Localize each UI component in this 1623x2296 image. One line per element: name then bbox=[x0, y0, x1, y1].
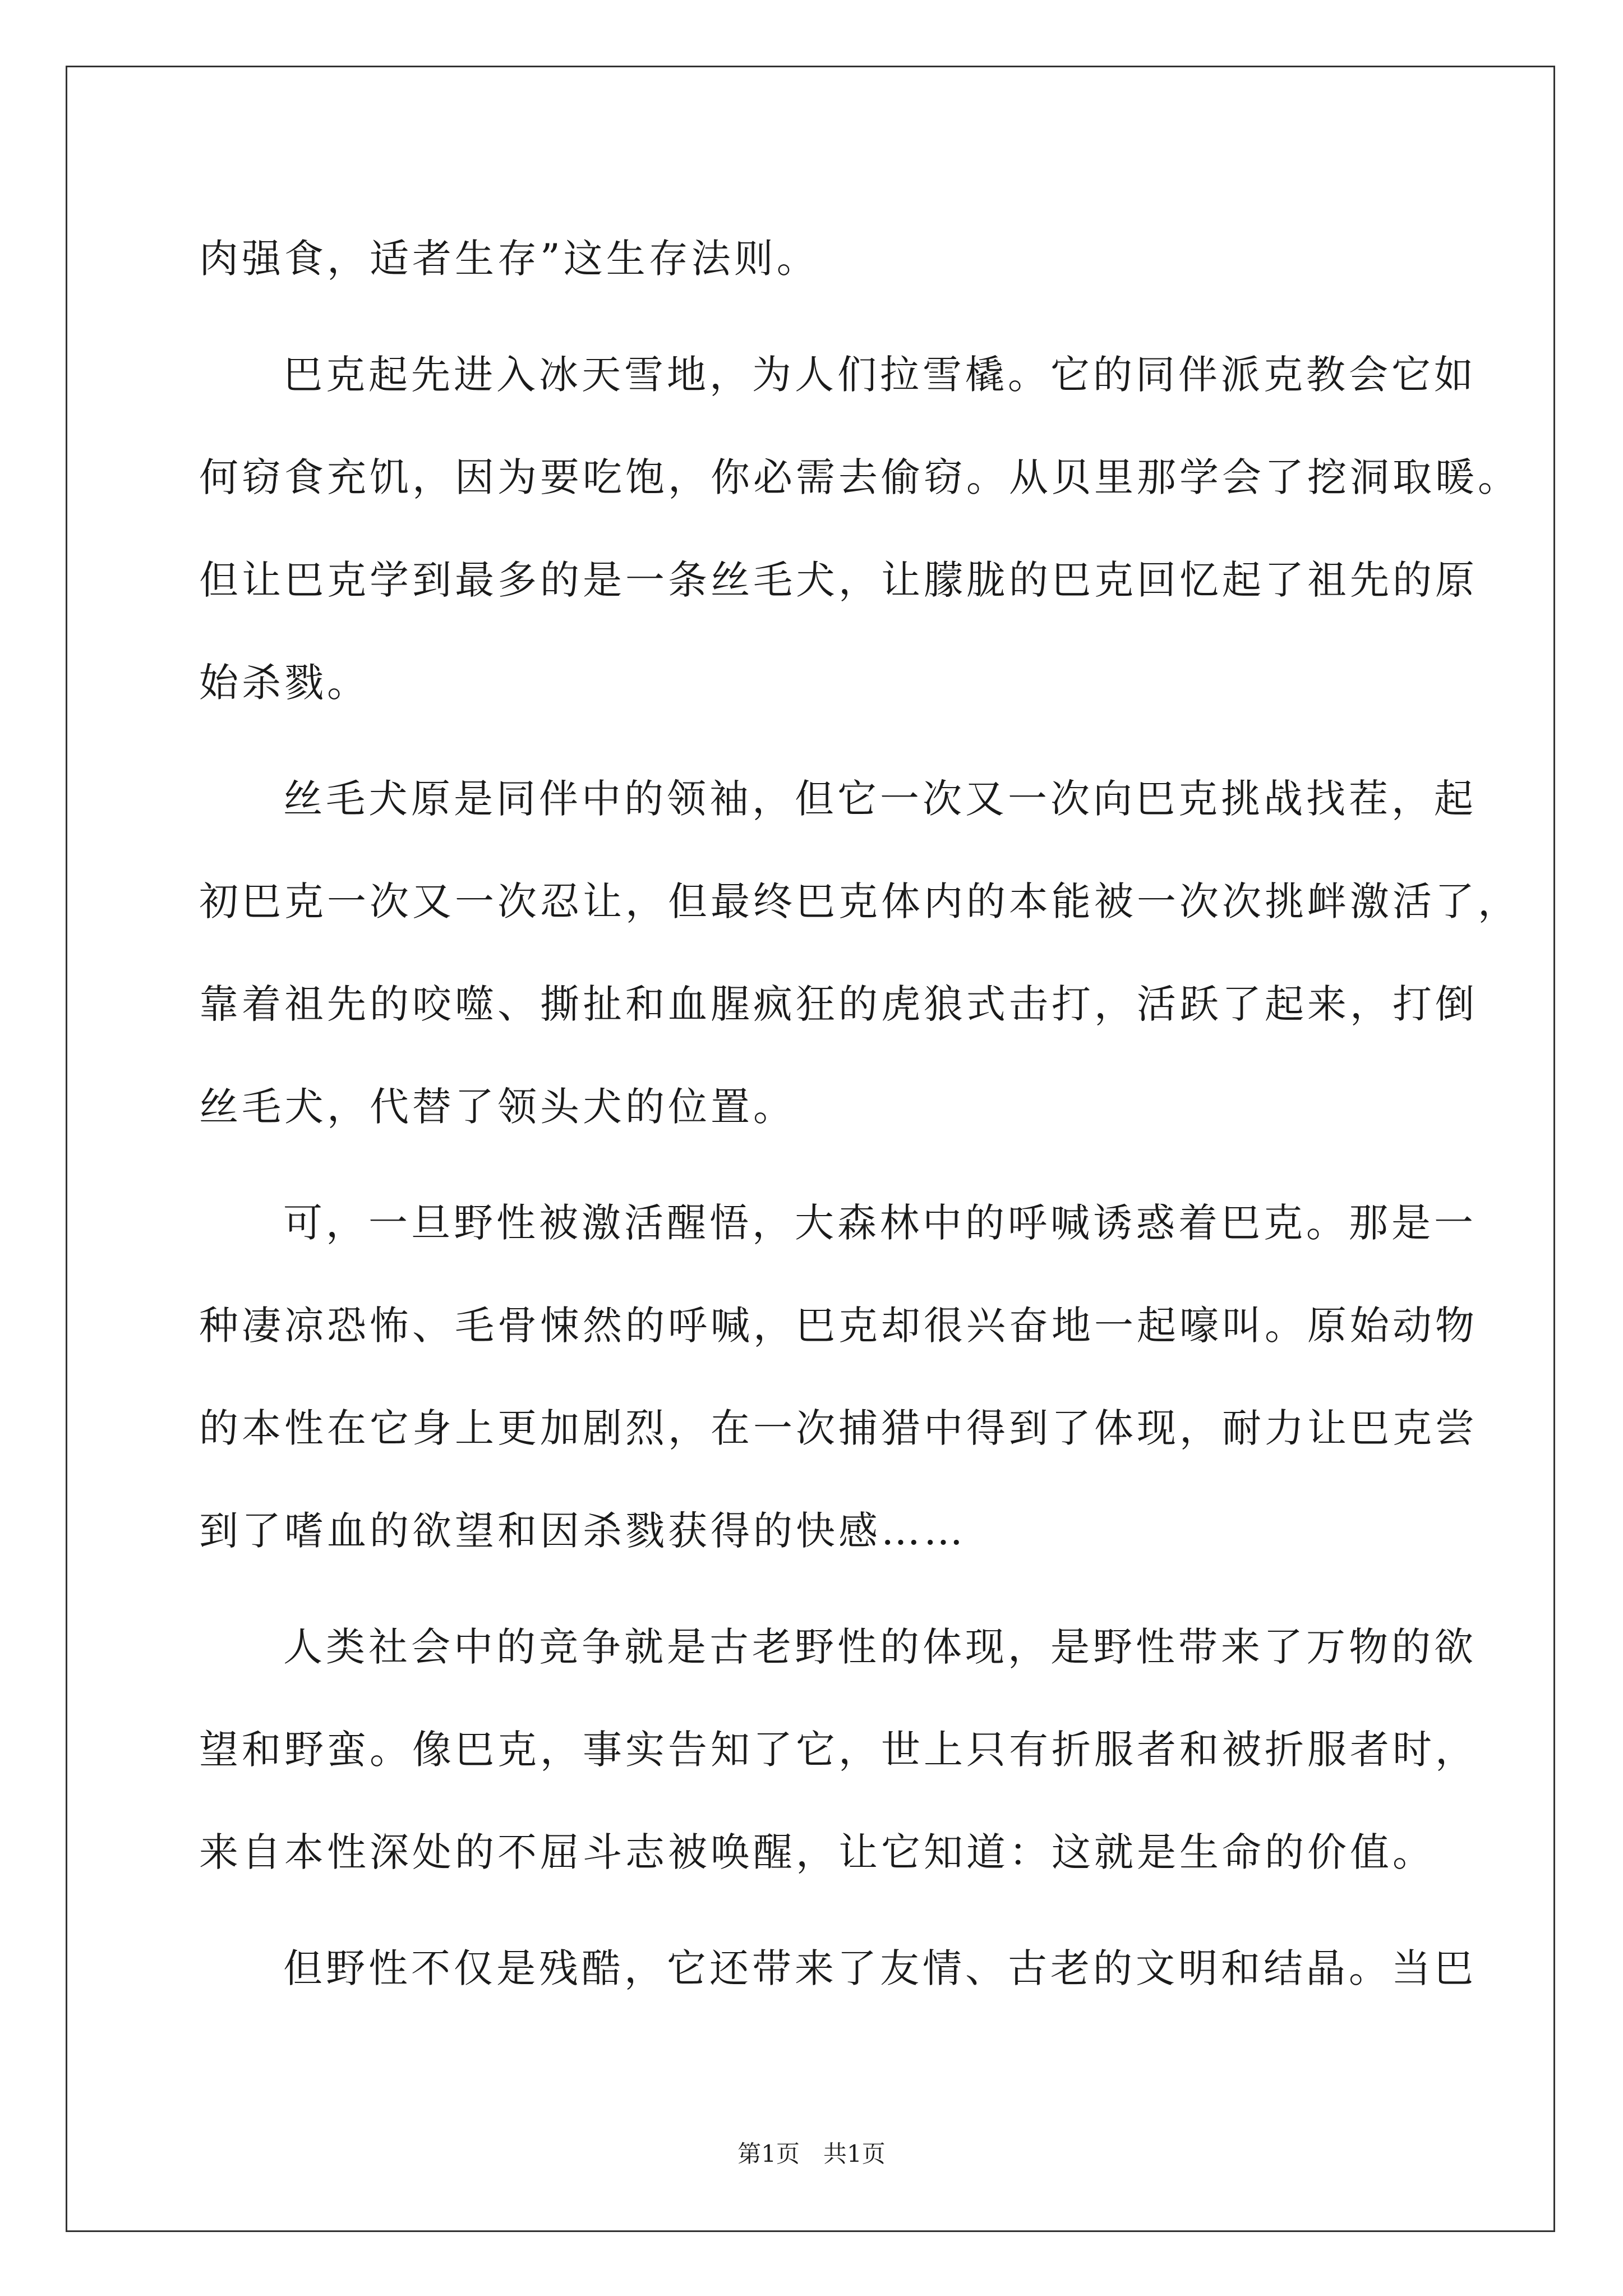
text-line: 何窃食充饥，因为要吃饱，你必需去偷窃。从贝里那学会了挖洞取暖。 bbox=[199, 454, 1520, 500]
text-line: 丝毛犬原是同伴中的领袖，但它一次又一次向巴克挑战找茬，起 bbox=[283, 776, 1477, 822]
text-line: 但让巴克学到最多的是一条丝毛犬，让朦胧的巴克回忆起了祖先的原 bbox=[199, 557, 1478, 603]
text-line: 靠着祖先的咬噬、撕扯和血腥疯狂的虎狼式击打，活跃了起来，打倒 bbox=[199, 981, 1478, 1027]
text-line: 始杀戮。 bbox=[199, 660, 370, 706]
text-line: 来自本性深处的不屈斗志被唤醒，让它知道：这就是生命的价值。 bbox=[199, 1829, 1435, 1875]
text-line: 巴克起先进入冰天雪地，为人们拉雪橇。它的同伴派克教会它如 bbox=[283, 352, 1477, 398]
document-body bbox=[199, 208, 1520, 2020]
text-line: 望和野蛮。像巴克，事实告知了它，世上只有折服者和被折服者时， bbox=[199, 1727, 1478, 1773]
text-line: 肉强食，适者生存”这生存法则。 bbox=[199, 236, 819, 282]
text-line: 种凄凉恐怖、毛骨悚然的呼喊，巴克却很兴奋地一起嚎叫。原始动物 bbox=[199, 1303, 1478, 1349]
text-line: 可，一旦野性被激活醒悟，大森林中的呼喊诱惑着巴克。那是一 bbox=[283, 1200, 1477, 1246]
text-line: 的本性在它身上更加剧烈，在一次捕猎中得到了体现，耐力让巴克尝 bbox=[199, 1405, 1478, 1451]
text-line: 初巴克一次又一次忍让，但最终巴克体内的本能被一次次挑衅激活了， bbox=[199, 878, 1520, 924]
text-line: 但野性不仅是残酷，它还带来了友情、古老的文明和结晶。当巴 bbox=[283, 1945, 1477, 1991]
page-number-footer: 第1页 共1页 bbox=[737, 2140, 886, 2168]
text-line: 丝毛犬，代替了领头犬的位置。 bbox=[199, 1084, 796, 1130]
text-line: 到了嗜血的欲望和因杀戮获得的快感…… bbox=[199, 1508, 966, 1554]
text-line: 人类社会中的竞争就是古老野性的体现，是野性带来了万物的欲 bbox=[283, 1624, 1477, 1670]
